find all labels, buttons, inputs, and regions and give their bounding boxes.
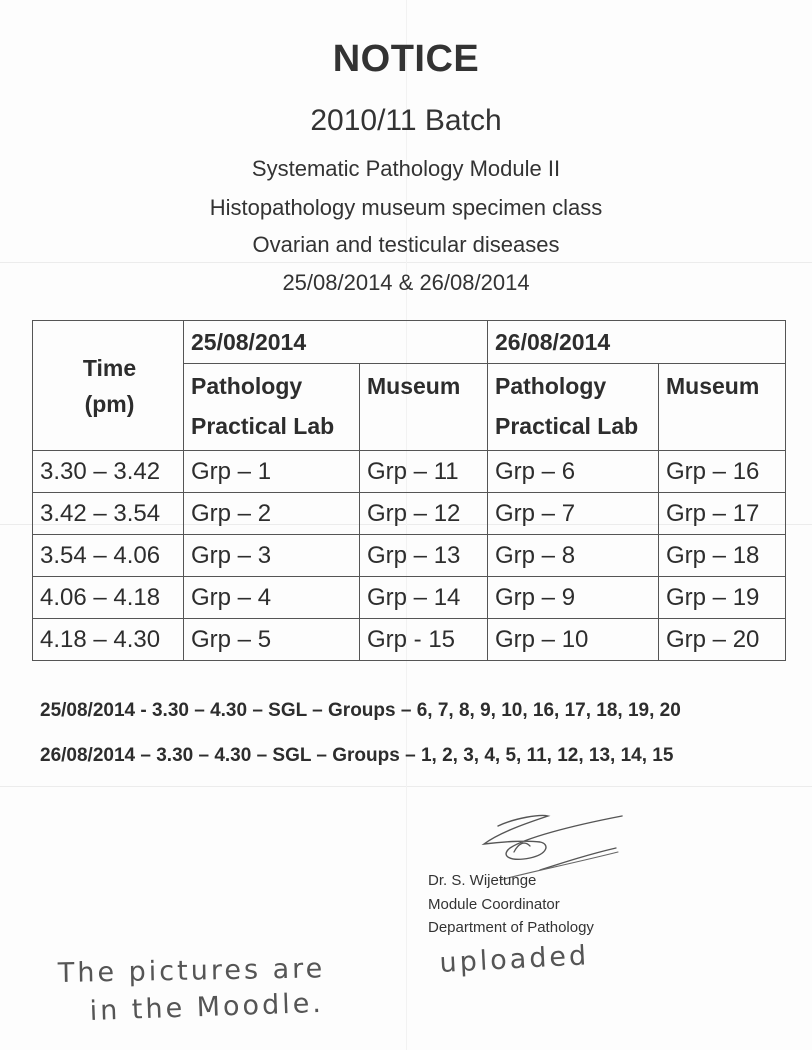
- sgl-line-day1: 25/08/2014 - 3.30 – 4.30 – SGL – Groups – 6, 7, 8, 9, 10, 16, 17, 18, 19, 20: [40, 700, 681, 721]
- lab-header-line1: Pathology: [191, 373, 303, 399]
- museum-header-day2: Museum: [659, 364, 786, 451]
- group-cell: Grp – 19: [659, 577, 786, 619]
- table-row: [33, 451, 786, 493]
- time-header: [33, 321, 184, 451]
- lab-header-line1: Pathology: [495, 373, 607, 399]
- group-cell: Grp – 8: [488, 535, 659, 577]
- time-header-label: Time: [82, 354, 137, 381]
- time-header-unit: (pm): [84, 390, 135, 417]
- class-line: Histopathology museum specimen class: [209, 195, 603, 220]
- lab-header-line2: Practical Lab: [191, 413, 335, 439]
- schedule-table: [32, 320, 786, 661]
- time-cell: 4.18 – 4.30: [33, 619, 184, 661]
- group-cell: Grp – 5: [184, 619, 360, 661]
- lab-header-line2: Practical Lab: [495, 413, 639, 439]
- time-cell: 3.54 – 4.06: [33, 535, 184, 577]
- table-row: [33, 535, 786, 577]
- group-cell: Grp – 11: [360, 451, 488, 493]
- sgl-line-day2: 26/08/2014 – 3.30 – 4.30 – SGL – Groups – 1, 2, 3, 4, 5, 11, 12, 13, 14, 15: [40, 745, 674, 766]
- handwritten-note: [40, 940, 680, 1030]
- date-header-day1: 25/08/2014: [184, 321, 488, 364]
- group-cell: Grp – 4: [184, 577, 360, 619]
- date-header-day2: 26/08/2014: [488, 321, 786, 364]
- note-line2: in the Moodle.: [89, 987, 325, 1027]
- group-cell: Grp – 14: [360, 577, 488, 619]
- lab-header-day1: [184, 364, 360, 451]
- signatory-name: Dr. S. Wijetunge: [428, 872, 537, 889]
- museum-header-day1: Museum: [360, 364, 488, 451]
- time-cell: 3.30 – 3.42: [33, 451, 184, 493]
- signatory-department: Department of Pathology: [428, 919, 594, 936]
- note-line1b: uploaded: [438, 940, 590, 979]
- batch-heading: 2010/11 Batch: [310, 104, 502, 137]
- group-cell: Grp – 12: [360, 493, 488, 535]
- group-cell: Grp – 17: [659, 493, 786, 535]
- note-line1a: The pictures are: [57, 953, 326, 989]
- module-line: Systematic Pathology Module II: [251, 156, 561, 181]
- time-cell: 3.42 – 3.54: [33, 493, 184, 535]
- time-cell: 4.06 – 4.18: [33, 577, 184, 619]
- group-cell: Grp – 18: [659, 535, 786, 577]
- dates-line: 25/08/2014 & 26/08/2014: [282, 270, 530, 295]
- topic-line: Ovarian and testicular diseases: [252, 232, 560, 257]
- table-row: [33, 577, 786, 619]
- table-row: [33, 493, 786, 535]
- group-cell: Grp - 15: [360, 619, 488, 661]
- group-cell: Grp – 1: [184, 451, 360, 493]
- table-row: [33, 619, 786, 661]
- group-cell: Grp – 2: [184, 493, 360, 535]
- signatory-role: Module Coordinator: [428, 896, 560, 913]
- group-cell: Grp – 13: [360, 535, 488, 577]
- notice-title: NOTICE: [332, 38, 480, 80]
- group-cell: Grp – 16: [659, 451, 786, 493]
- group-cell: Grp – 6: [488, 451, 659, 493]
- group-cell: Grp – 10: [488, 619, 659, 661]
- lab-header-day2: [488, 364, 659, 451]
- group-cell: Grp – 20: [659, 619, 786, 661]
- group-cell: Grp – 9: [488, 577, 659, 619]
- group-cell: Grp – 3: [184, 535, 360, 577]
- group-cell: Grp – 7: [488, 493, 659, 535]
